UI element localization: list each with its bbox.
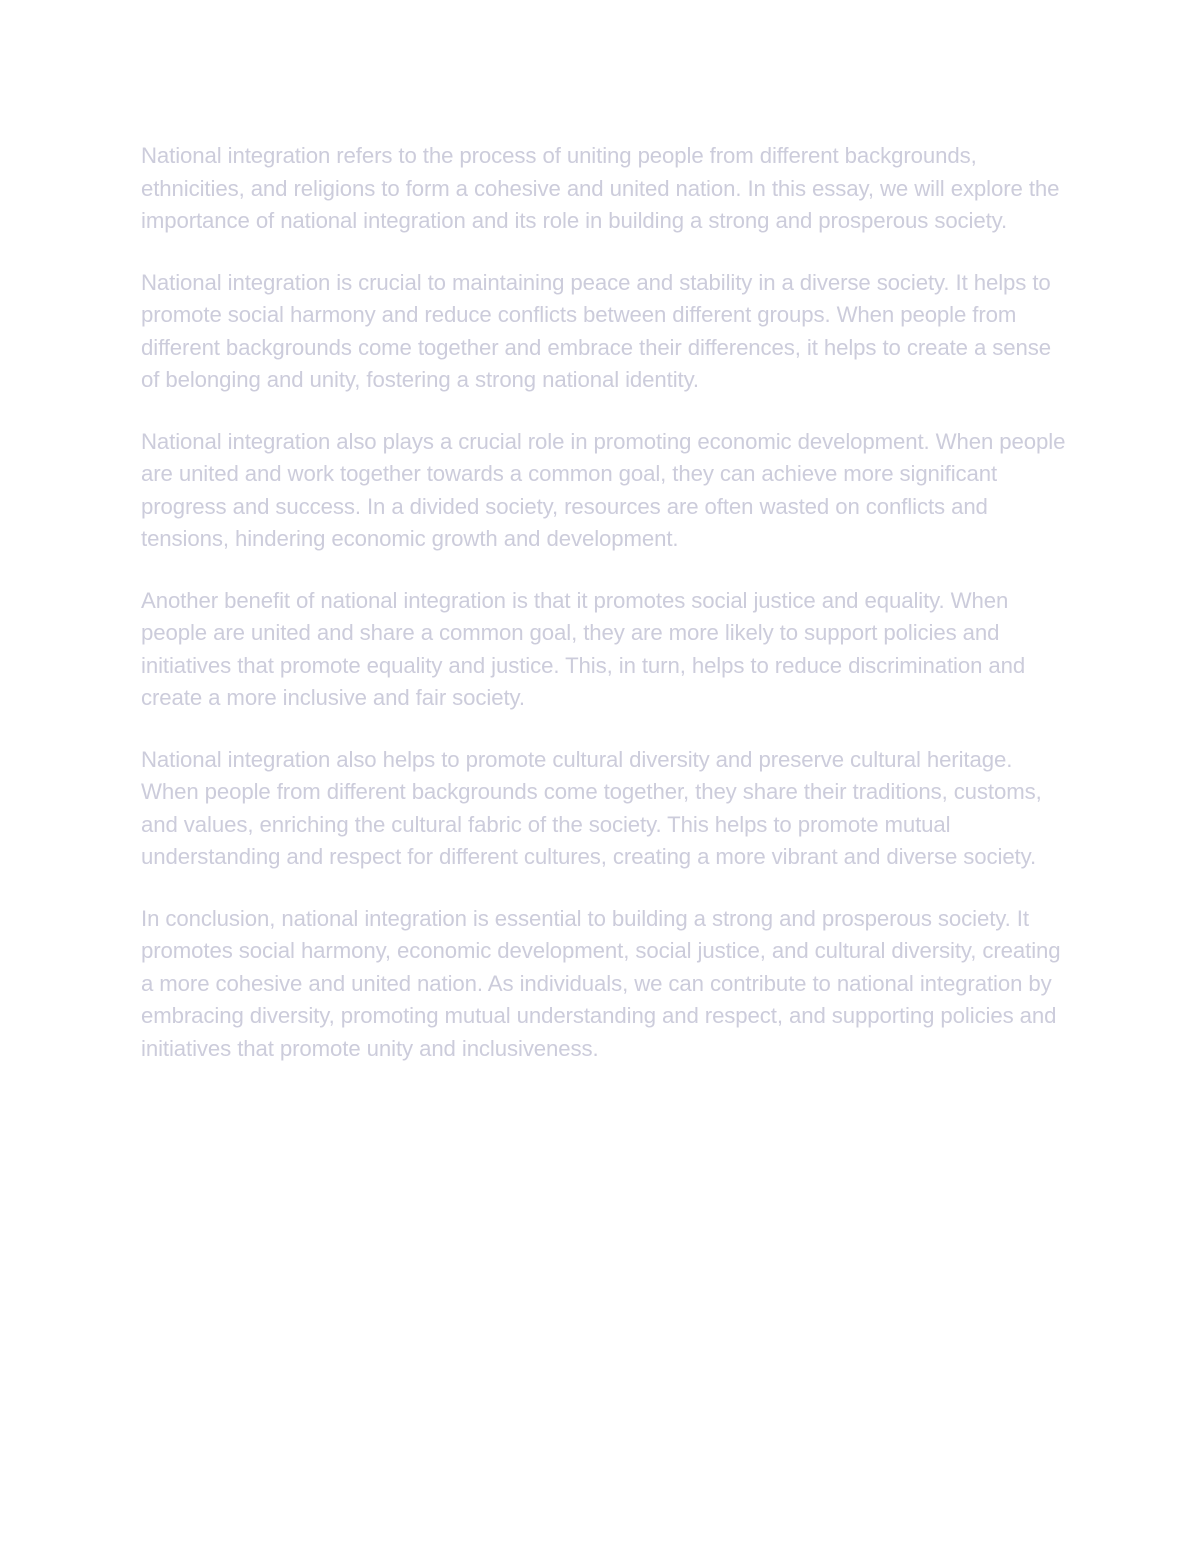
essay-body bbox=[141, 140, 1066, 1094]
essay-paragraph-introduction: National integration refers to the process of uniting people from different backgrounds, ethnicities, and religions to form a cohesive and united nation. In this essay, we will explore the importance of national integration and its role in building a strong and prosperous society. bbox=[141, 143, 1060, 233]
essay-paragraph-conclusion: In conclusion, national integration is essential to building a strong and prosperous society. It promotes social harmony, economic development, social justice, and cultural diversity, creating a more cohesive and united nation. As individuals, we can contribute to national integration by embracing diversity, promoting mutual understanding and respect, and supporting policies and initiatives that promote unity and inclusiveness. bbox=[141, 905, 1061, 1061]
essay-paragraph-social-justice: Another benefit of national integration is that it promotes social justice and equality. When people are united and share a common goal, they are more likely to support policies and initiatives that promote equality and justice. This, in turn, helps to reduce discrimination and create a more inclusive and fair society. bbox=[141, 587, 1026, 710]
essay-paragraph-peace-stability: National integration is crucial to maintaining peace and stability in a diverse society. It helps to promote social harmony and reduce conflicts between different groups. When people from different backgrounds come together and embrace their differences, it helps to create a sense of belonging and unity, fostering a strong national identity. bbox=[141, 269, 1051, 392]
essay-paragraph-economic-development: National integration also plays a crucial role in promoting economic development. When people are united and work together towards a common goal, they can achieve more significant progress and success. In a divided society, resources are often wasted on conflicts and tensions, hindering economic growth and development. bbox=[141, 428, 1066, 551]
essay-paragraph-cultural-diversity: National integration also helps to promote cultural diversity and preserve cultural heritage. When people from different backgrounds come together, they share their traditions, customs, and values, enriching the cultural fabric of the society. This helps to promote mutual understanding and respect for different cultures, creating a more vibrant and diverse society. bbox=[141, 746, 1042, 869]
